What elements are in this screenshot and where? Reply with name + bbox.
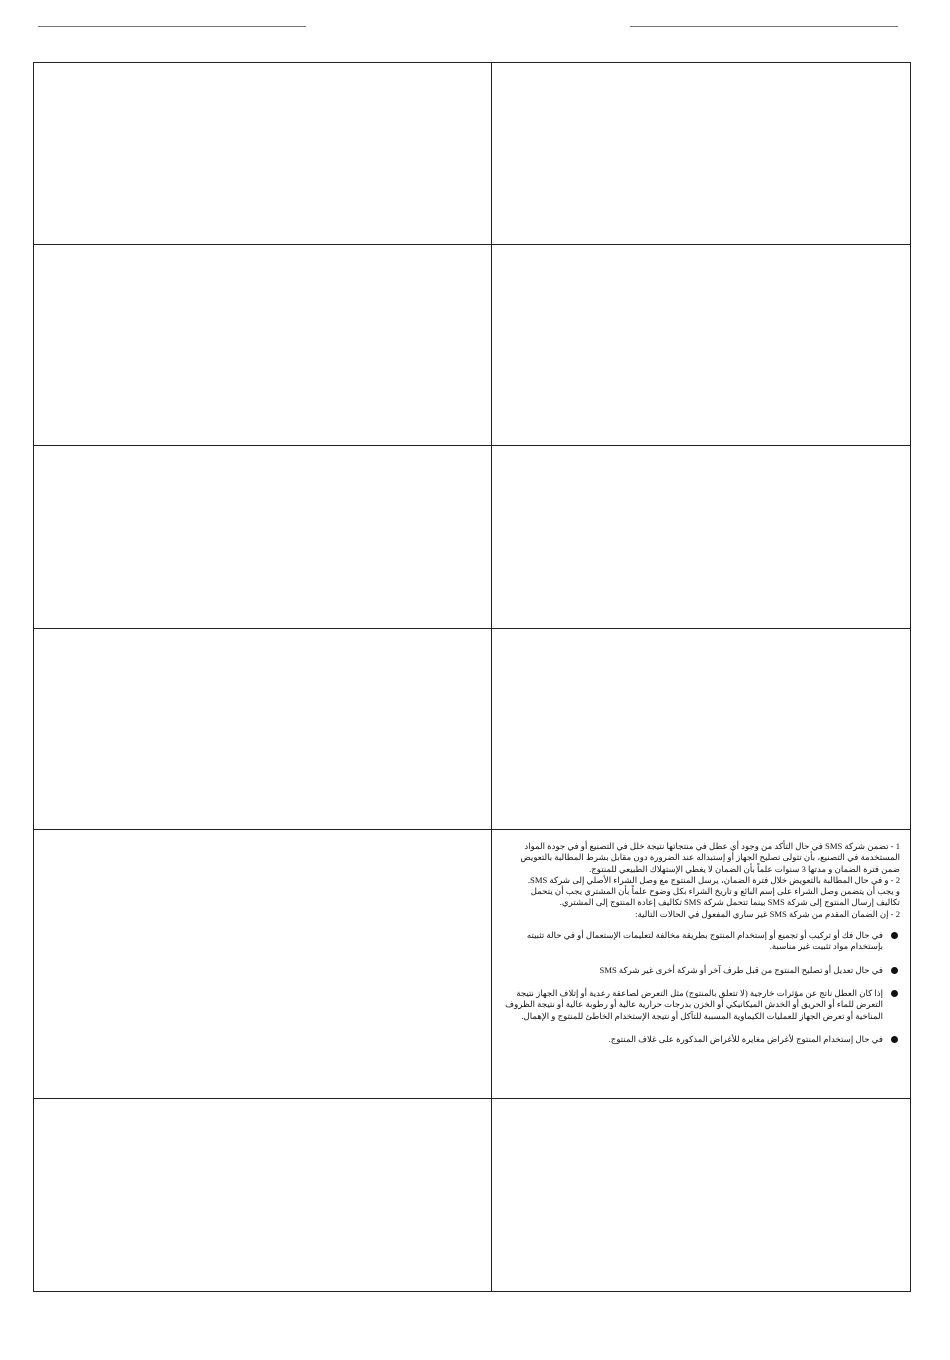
warranty-clause-3: و يجب أن يتضمن وصل الشراء على إسم البائع و تاريخ الشراء بكل وضوح علماً بأن المشتري يجب أن يتحمل تكاليف إرسال المنتوج إلى شركة SMS بينما تتحمل شركة SMS تكاليف إعادة المنتوج إلى المشتري. (530, 886, 900, 908)
exclusions-list (505, 930, 900, 1045)
cell-row6-left (34, 1099, 492, 1292)
list-item-text: في حال فك أو تركيب أو تجميع أو إستخدام المنتوج بطريقة مخالفة لتعليمات الإستعمال أو في حالة تثبيته بإستخدام مواد تثبيت غير مناسبة. (526, 930, 883, 952)
cell-row1-right (492, 63, 911, 245)
signature-line-left (38, 26, 306, 27)
list-item (505, 988, 900, 1022)
list-item (505, 1034, 900, 1045)
warranty-clause-2: 2 - و في حال المطالبة بالتعويض خلال فترة الضمان، يرسل المنتوج مع وصل الشراء الأصلي إلى شركة SMS. (527, 874, 900, 885)
warranty-cell (492, 830, 911, 1099)
list-item-text: إذا كان العطل ناتج عن مؤثرات خارجية (لا تتعلق بالمنتوج) مثل التعرض لصاعقة رعدية أو إتلاف الجهاز نتيجة التعرض للماء أو الحريق أو الخدش الميكانيكي أو الخزن بدرجات حرارية عالية أو رطوبة عالية أو نتيجة الظروف المناخية أو تعرض الجهاز للعمليات الكيماوية المسببة للتآكل أو نتيجة الإستخدام الخاطئ للمنتوج و الإهمال. (505, 987, 883, 1021)
warranty-clause-4: 2 - إن الضمان المقدم من شركة SMS غير ساري المفعول في الحالات التالية: (635, 908, 900, 919)
cell-row1-left (34, 63, 492, 245)
warranty-terms (492, 830, 910, 1045)
list-item-text: في حال إستخدام المنتوج لأغراض مغايرة للأغراض المذكورة على غلاف المنتوج. (608, 1033, 883, 1044)
warranty-clause-1: 1 - تضمن شركة SMS في حال التأكد من وجود أي عطل في منتجاتها نتيجة خلل في التصنيع أو في جودة المواد المستخدمة في التصنيع، بأن تتولى تصليح الجهاز أو إستبداله عند الضرورة دون مقابل بشرط المطالبة بالتعويض ضمن فترة الضمان و مدتها 3 سنوات علماً بأن الضمان لا يغطي الإستهلاك الطبيعي للمنتوج. (520, 841, 900, 874)
cell-row5-left (34, 830, 492, 1099)
cell-row4-right (492, 629, 911, 830)
list-item (505, 930, 900, 953)
bullet-icon (891, 1036, 898, 1043)
bullet-icon (891, 932, 898, 939)
list-item-text: في حال تعديل أو تصليح المنتوج من قبل طرف آخر أو شركة أخرى غير شركة SMS (599, 964, 883, 975)
cell-row2-left (34, 245, 492, 446)
cell-row3-left (34, 446, 492, 629)
form-grid (33, 62, 911, 1292)
cell-row4-left (34, 629, 492, 830)
list-item (505, 965, 900, 976)
cell-row6-right (492, 1099, 911, 1292)
cell-row2-right (492, 245, 911, 446)
bullet-icon (891, 990, 898, 997)
bullet-icon (891, 967, 898, 974)
signature-line-right (630, 26, 898, 27)
cell-row3-right (492, 446, 911, 629)
